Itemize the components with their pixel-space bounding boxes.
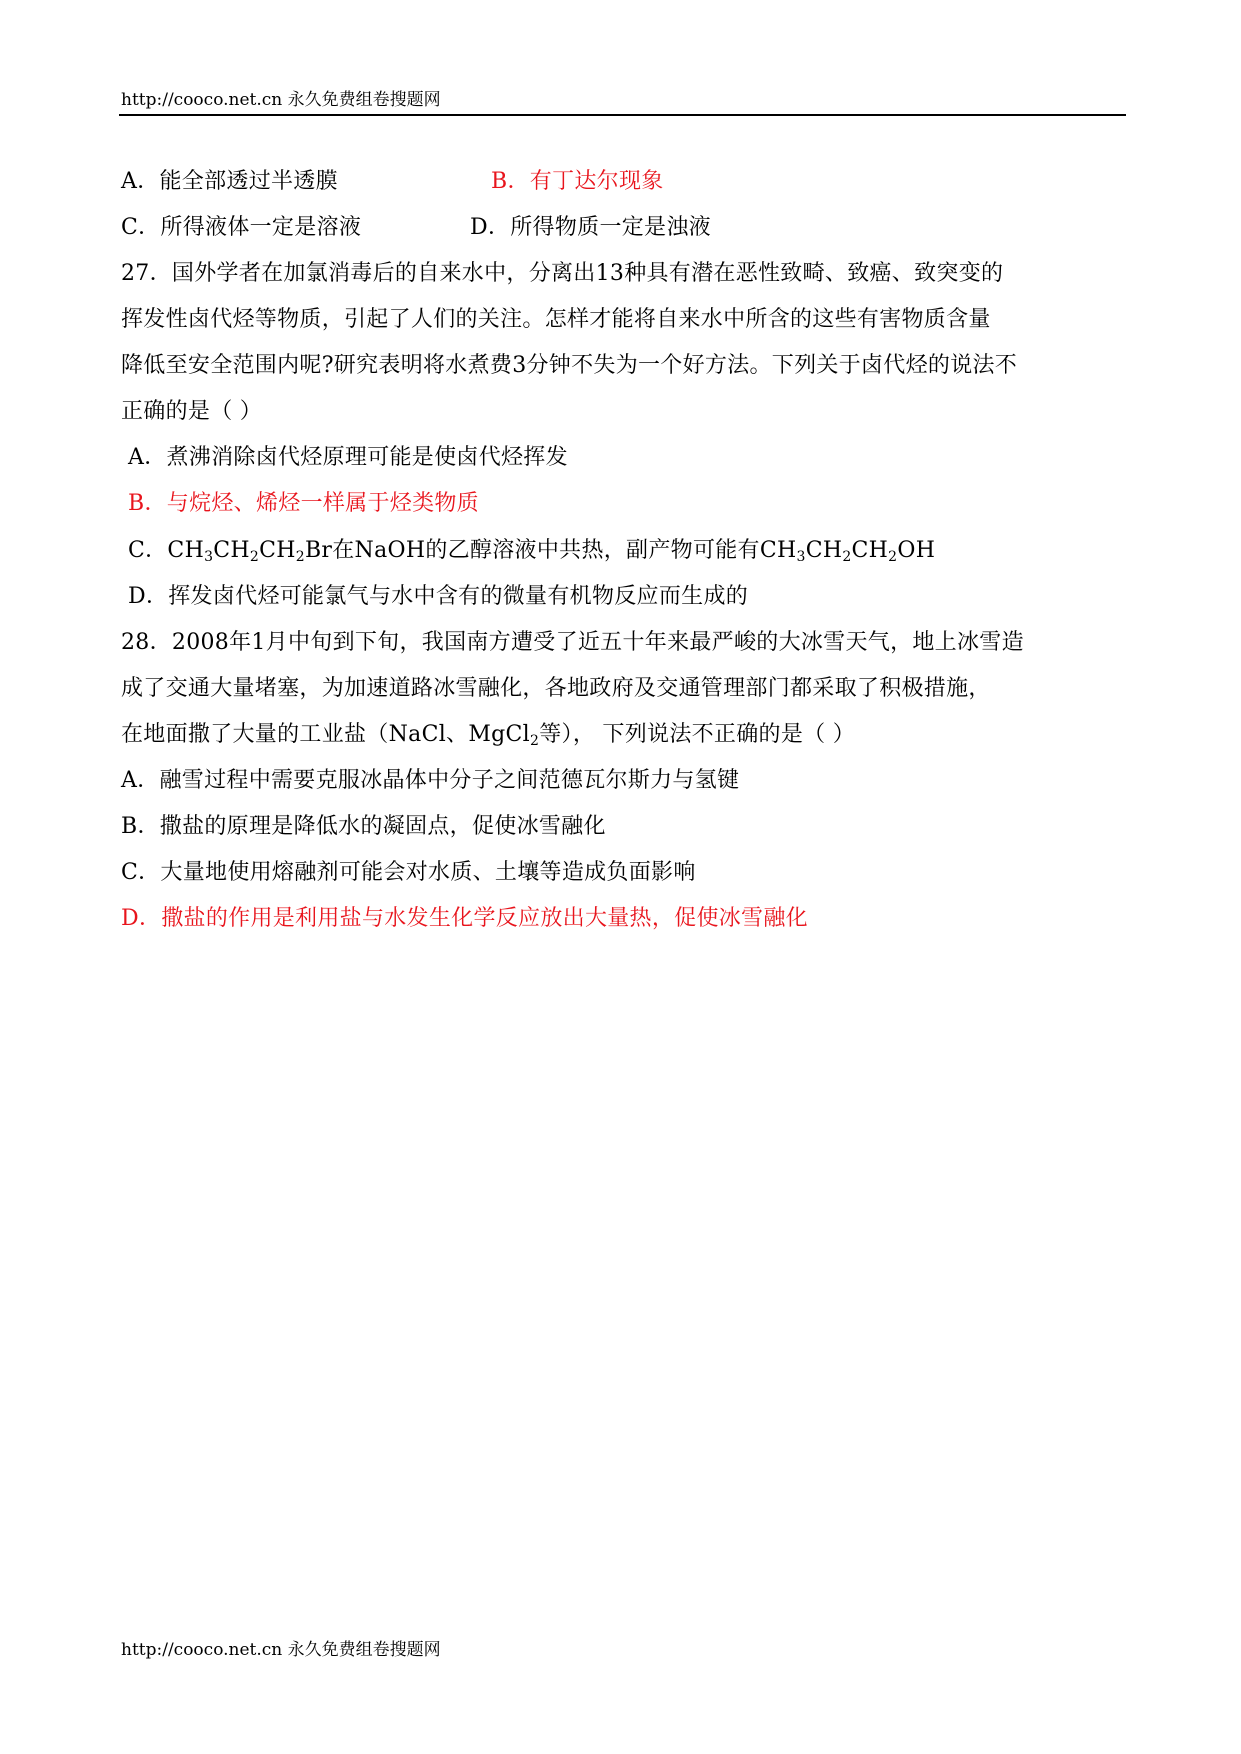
- q28-option-d-answer: D．撒盐的作用是利用盐与水发生化学反应放出大量热，促使冰雪融化: [121, 906, 808, 931]
- q27-option-c-text-6: CH: [851, 538, 889, 563]
- header-rule: [119, 114, 1126, 116]
- q27-option-c-text-2: CH: [213, 538, 250, 563]
- q27-option-d: D．挥发卤代烃可能氯气与水中含有的微量有机物反应而生成的: [128, 584, 749, 609]
- q28-stem-line-2: 成了交通大量堵塞，为加速道路冰雪融化，各地政府及交通管理部门都采取了积极措施，: [121, 676, 991, 701]
- q27-option-c-sub-3: 2: [295, 549, 305, 565]
- q28-stem-line-3-sub: 2: [530, 733, 540, 749]
- q27-option-c-text-5: CH: [805, 538, 843, 563]
- q27-option-b-answer: B．与烷烃、烯烃一样属于烃类物质: [128, 491, 479, 516]
- q26-option-b-answer: B．有丁达尔现象: [491, 169, 664, 194]
- q28-option-b: B．撒盐的原理是降低水的凝固点，促使冰雪融化: [121, 814, 606, 839]
- q26-option-a: A．能全部透过半透膜: [121, 169, 338, 194]
- page-header-url: http://cooco.net.cn 永久免费组卷搜题网: [121, 90, 441, 110]
- q27-option-c-sub-2: 2: [249, 549, 260, 565]
- q27-option-c-sub-1: 3: [204, 549, 214, 565]
- q27-option-c-text-3: CH: [259, 538, 296, 563]
- q27-stem-line-3: 降低至安全范围内呢?研究表明将水煮费3分钟不失为一个好方法。下列关于卤代烃的说法不: [121, 353, 1018, 378]
- q27-option-c-sub-4: 3: [796, 549, 806, 565]
- q27-stem-line-1: 27．国外学者在加氯消毒后的自来水中，分离出13种具有潜在恶性致畸、致癌、致突变的: [121, 261, 1004, 286]
- q28-option-c: C．大量地使用熔融剂可能会对水质、土壤等造成负面影响: [121, 860, 696, 885]
- q27-option-c-text-7: OH: [897, 538, 936, 563]
- q28-option-a: A．融雪过程中需要克服冰晶体中分子之间范德瓦尔斯力与氢键: [121, 768, 740, 793]
- q27-option-c-sub-5: 2: [842, 549, 852, 565]
- q27-option-c-sub-6: 2: [888, 549, 898, 565]
- q28-stem-line-1: 28．2008年1月中旬到下旬，我国南方遭受了近五十年来最严峻的大冰雪天气，地上冰雪造: [121, 630, 1024, 655]
- q28-stem-line-3: [121, 719, 855, 751]
- q27-stem-line-4: 正确的是（ ）: [121, 399, 263, 424]
- q28-stem-line-3-text-2: 等）， 下列说法不正确的是（ ）: [539, 722, 856, 747]
- q26-option-d: D．所得物质一定是浊液: [470, 215, 711, 240]
- page-footer-url: http://cooco.net.cn 永久免费组卷搜题网: [121, 1640, 441, 1660]
- q26-option-c: C．所得液体一定是溶液: [121, 215, 362, 240]
- q27-option-c-text-1: C．CH: [128, 538, 205, 563]
- q28-stem-line-3-text-1: 在地面撒了大量的工业盐（NaCl、MgCl: [121, 722, 531, 747]
- q27-option-c-text-4: Br在NaOH的乙醇溶液中共热，副产物可能有CH: [304, 538, 797, 563]
- q27-option-a: A．煮沸消除卤代烃原理可能是使卤代烃挥发: [128, 445, 568, 470]
- q27-option-c: [128, 535, 935, 567]
- q27-stem-line-2: 挥发性卤代烃等物质，引起了人们的关注。怎样才能将自来水中所含的这些有害物质含量: [121, 307, 991, 332]
